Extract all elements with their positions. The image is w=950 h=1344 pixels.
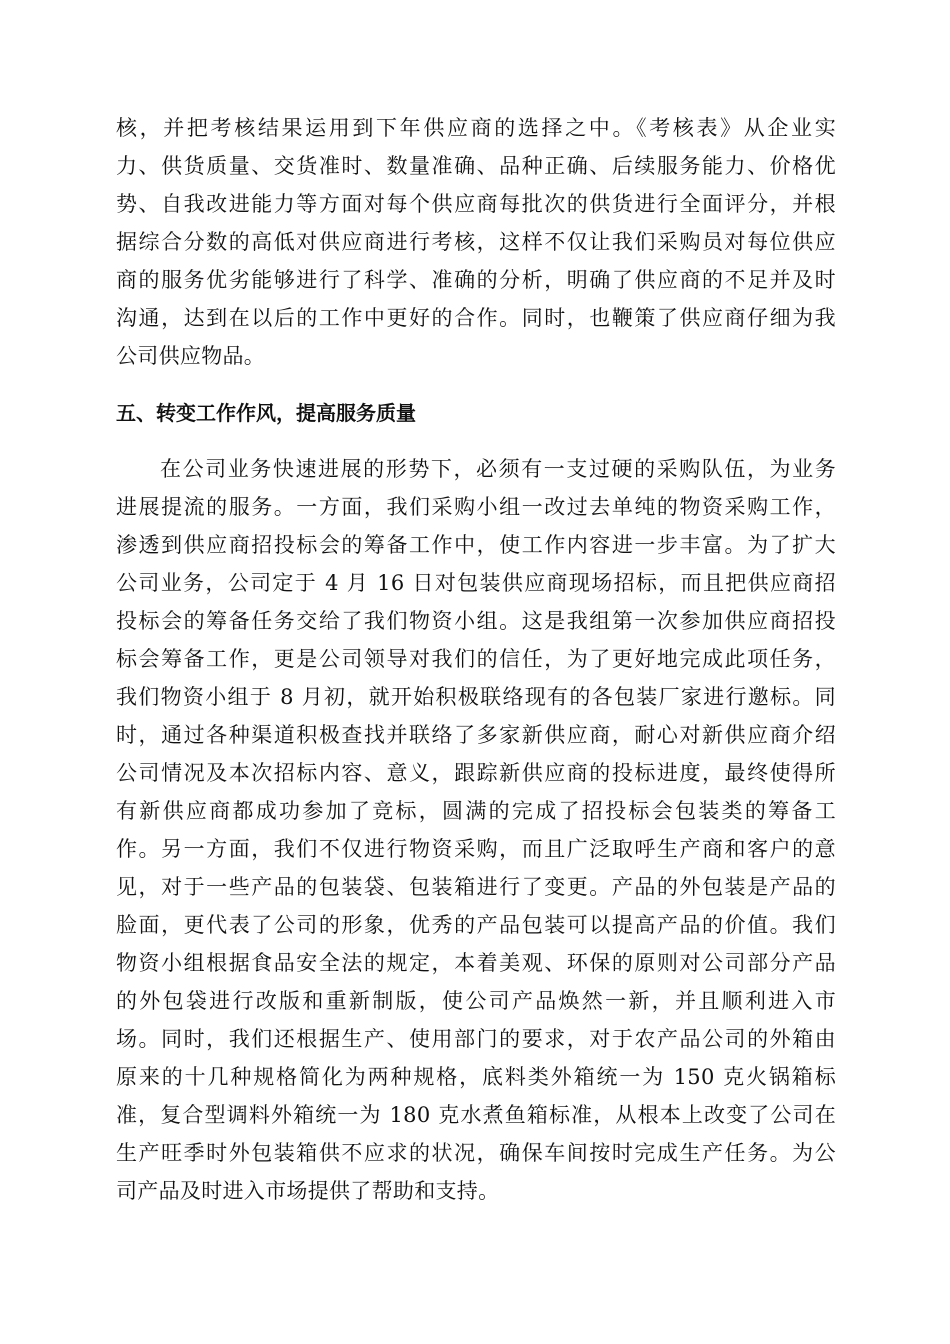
paragraph-line: 时，通过各种渠道积极查找并联络了多家新供应商，耐心对新供应商介绍 bbox=[116, 723, 836, 747]
paragraph-line: 准，复合型调料外箱统一为 180 克水煮鱼箱标准，从根本上改变了公司在 bbox=[116, 1103, 836, 1127]
paragraph-line: 公司业务，公司定于 4 月 16 日对包装供应商现场招标，而且把供应商招 bbox=[116, 571, 836, 595]
paragraph-line: 脸面，更代表了公司的形象，优秀的产品包装可以提高产品的价值。我们 bbox=[116, 913, 836, 937]
section-heading: 五、转变工作作风，提高服务质量 bbox=[116, 401, 416, 425]
paragraph-line: 作。另一方面，我们不仅进行物资采购，而且广泛取呼生产商和客户的意 bbox=[116, 837, 836, 861]
paragraph-line: 原来的十几种规格简化为两种规格，底料类外箱统一为 150 克火锅箱标 bbox=[116, 1065, 836, 1089]
paragraph-line: 投标会的筹备任务交给了我们物资小组。这是我组第一次参加供应商招投 bbox=[116, 609, 836, 633]
paragraph-line: 标会筹备工作，更是公司领导对我们的信任，为了更好地完成此项任务， bbox=[116, 647, 836, 671]
paragraph-line: 公司供应物品。 bbox=[116, 344, 266, 368]
paragraph-line: 势、自我改进能力等方面对每个供应商每批次的供货进行全面评分，并根 bbox=[116, 192, 836, 216]
paragraph-line: 有新供应商都成功参加了竞标，圆满的完成了招投标会包装类的筹备工 bbox=[116, 799, 836, 823]
paragraph-line: 渗透到供应商招投标会的筹备工作中，使工作内容进一步丰富。为了扩大 bbox=[116, 533, 836, 557]
paragraph-line: 物资小组根据食品安全法的规定，本着美观、环保的原则对公司部分产品 bbox=[116, 951, 836, 975]
paragraph-line: 据综合分数的高低对供应商进行考核，这样不仅让我们采购员对每位供应 bbox=[116, 230, 836, 254]
paragraph-line: 生产旺季时外包装箱供不应求的状况，确保车间按时完成生产任务。为公 bbox=[116, 1141, 836, 1165]
paragraph-line: 我们物资小组于 8 月初，就开始积极联络现有的各包装厂家进行邀标。同 bbox=[116, 685, 836, 709]
paragraph-line: 司产品及时进入市场提供了帮助和支持。 bbox=[116, 1179, 500, 1203]
paragraph-line: 商的服务优劣能够进行了科学、准确的分析，明确了供应商的不足并及时 bbox=[116, 268, 836, 292]
paragraph-line: 场。同时，我们还根据生产、使用部门的要求，对于农产品公司的外箱由 bbox=[116, 1027, 836, 1051]
paragraph-line: 的外包袋进行改版和重新制版，使公司产品焕然一新，并且顺利进入市 bbox=[116, 989, 836, 1013]
paragraph-line: 沟通，达到在以后的工作中更好的合作。同时，也鞭策了供应商仔细为我 bbox=[116, 306, 836, 330]
paragraph-line: 力、供货质量、交货准时、数量准确、品种正确、后续服务能力、价格优 bbox=[116, 154, 836, 178]
paragraph-line: 在公司业务快速进展的形势下，必须有一支过硬的采购队伍，为业务 bbox=[160, 457, 836, 481]
paragraph-line: 核，并把考核结果运用到下年供应商的选择之中。《考核表》从企业实 bbox=[116, 116, 836, 140]
paragraph-line: 公司情况及本次招标内容、意义，跟踪新供应商的投标进度，最终使得所 bbox=[116, 761, 836, 785]
paragraph-line: 见，对于一些产品的包装袋、包装箱进行了变更。产品的外包装是产品的 bbox=[116, 875, 836, 899]
paragraph-line: 进展提流的服务。一方面，我们采购小组一改过去单纯的物资采购工作， bbox=[116, 495, 836, 519]
